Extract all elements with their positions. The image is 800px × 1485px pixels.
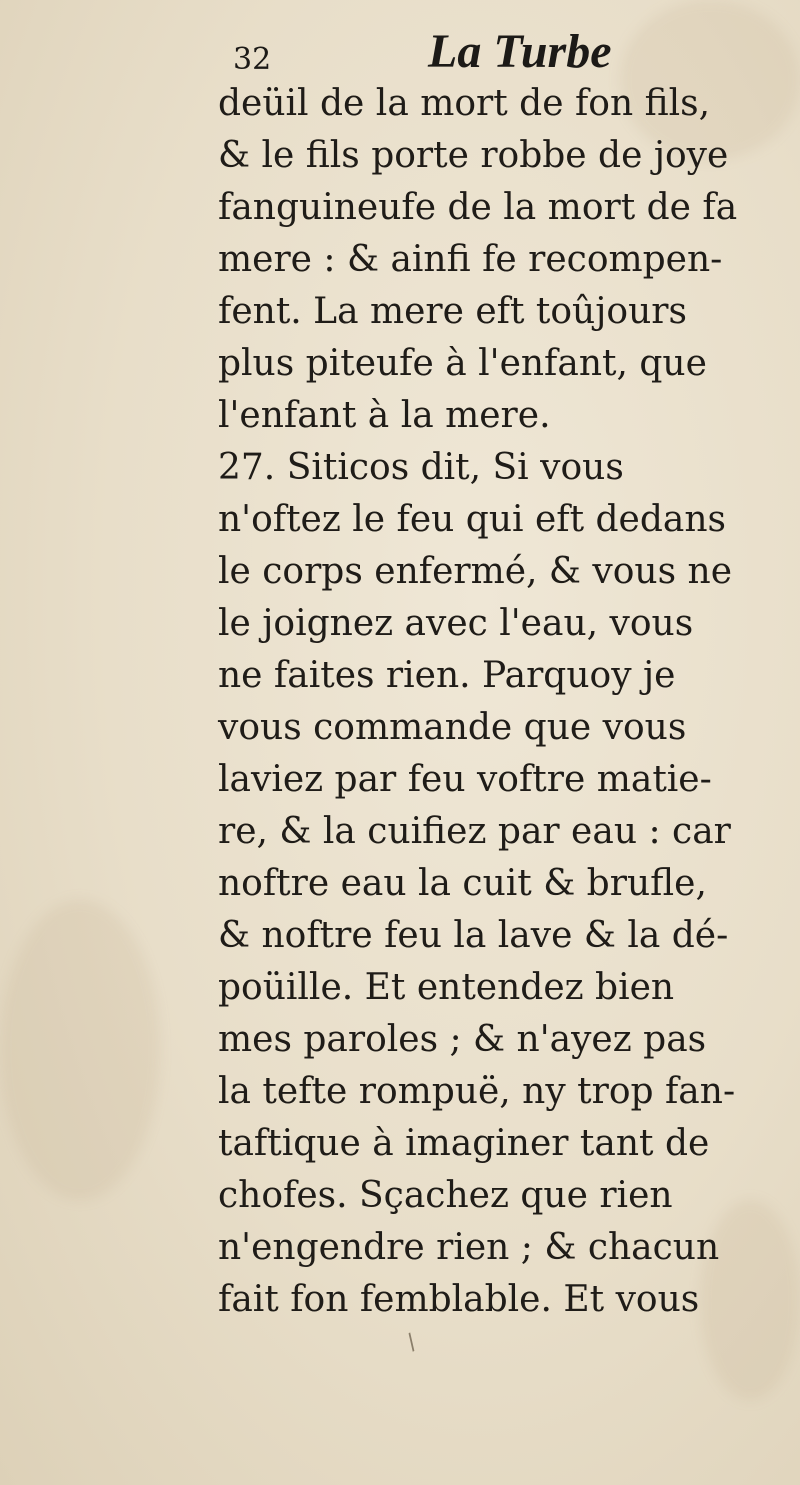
- body-text: [218, 78, 778, 1326]
- text-line: n'oftez le feu qui eft dedans: [218, 499, 727, 540]
- text-line: laviez par feu voftre matie-: [218, 759, 712, 800]
- text-line: fait fon femblable. Et vous: [218, 1279, 700, 1320]
- ink-mark: /: [402, 1329, 422, 1356]
- running-title: La Turbe: [428, 25, 612, 78]
- text-line: & le fils porte robbe de joye: [218, 135, 729, 176]
- text-line: la tefte rompuë, ny trop fan-: [218, 1071, 736, 1112]
- page-number: 32: [233, 42, 272, 77]
- text-line: & noftre feu la lave & la dé-: [218, 915, 729, 956]
- text-line: le joignez avec l'eau, vous: [218, 603, 694, 644]
- text-line: le corps enfermé, & vous ne: [218, 551, 733, 592]
- text-line: 27. Siticos dit, Si vous: [218, 447, 624, 488]
- text-line: noftre eau la cuit & brufle,: [218, 863, 707, 904]
- text-line: poüille. Et entendez bien: [218, 967, 675, 1008]
- text-line: mere : & ainfi fe recompen-: [218, 239, 723, 280]
- text-line: chofes. Sçachez que rien: [218, 1175, 673, 1216]
- text-line: ne faites rien. Parquoy je: [218, 655, 676, 696]
- paper-stain: [0, 900, 160, 1200]
- text-line: vous commande que vous: [218, 707, 687, 748]
- text-line: n'engendre rien ; & chacun: [218, 1227, 720, 1268]
- text-line: l'enfant à la mere.: [218, 395, 551, 436]
- text-line: plus piteufe à l'enfant, que: [218, 343, 707, 384]
- text-line: deüil de la mort de fon fils,: [218, 83, 711, 124]
- text-line: re, & la cuifiez par eau : car: [218, 811, 731, 852]
- text-line: mes paroles ; & n'ayez pas: [218, 1019, 707, 1060]
- text-line: fent. La mere eft toûjours: [218, 291, 687, 332]
- text-line: fanguineufe de la mort de fa: [218, 187, 738, 228]
- text-line: taftique à imaginer tant de: [218, 1123, 710, 1164]
